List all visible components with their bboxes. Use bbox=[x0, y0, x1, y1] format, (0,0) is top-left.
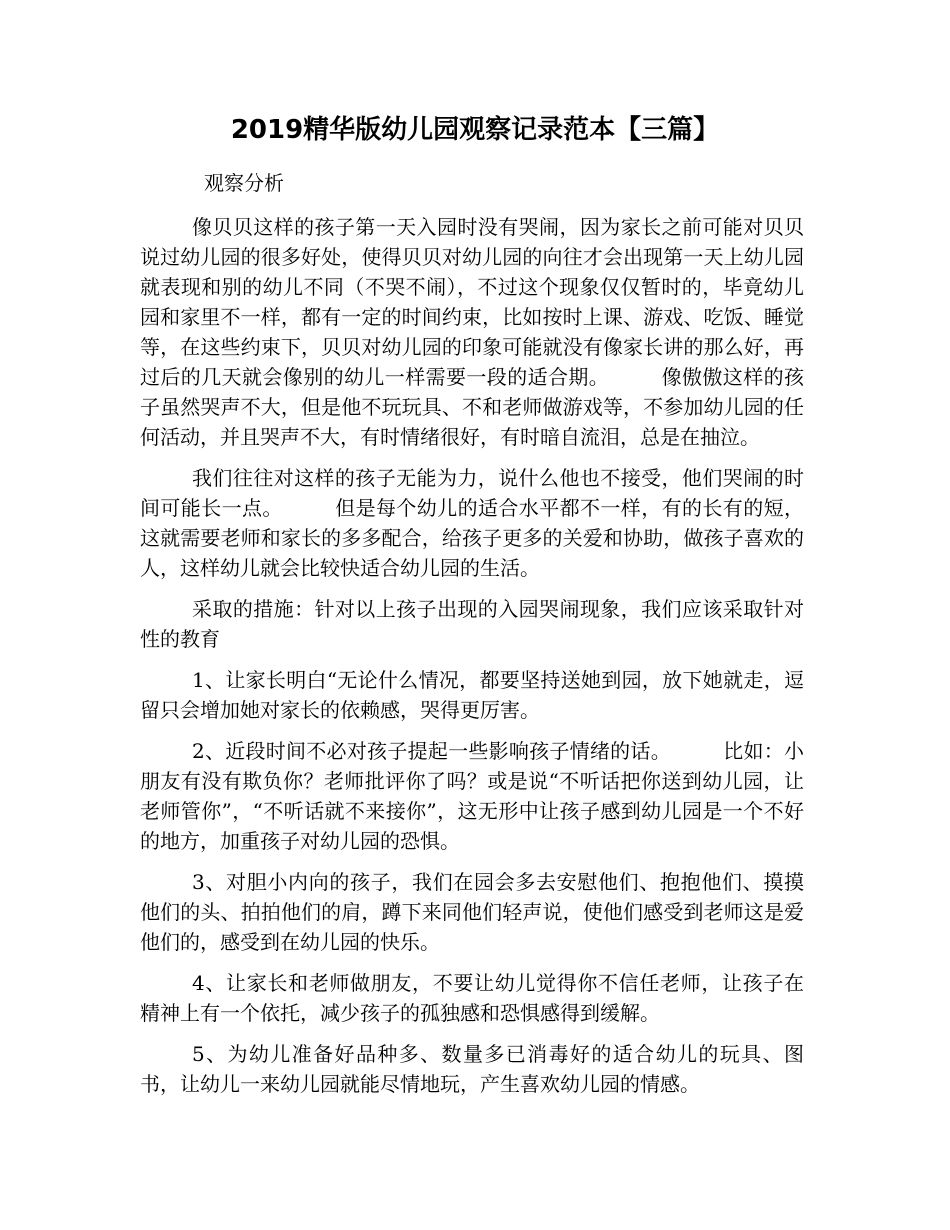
paragraph-measure-1: 1、让家长明白“无论什么情况，都要坚持送她到园，放下她就走，逗留只会增加她对家长的依赖感，哭得更厉害。 bbox=[140, 668, 804, 722]
paragraph-measure-5: 5、为幼儿准备好品种多、数量多已消毒好的适合幼儿的玩具、图书，让幼儿一来幼儿园就能尽情地玩，产生喜欢幼儿园的情感。 bbox=[140, 1042, 804, 1096]
paragraph-analysis-part-2: 像傲傲这样的孩子虽然哭声不大，但是他不玩玩具、不和老师做游戏等，不参加幼儿园的任何活动，并且哭声不大，有时情绪很好，有时暗自流泪，总是在抽泣。 bbox=[140, 365, 805, 449]
paragraph-measure-3: 3、对胆小内向的孩子，我们在园会多去安慰他们、抱抱他们、摸摸他们的头、拍拍他们的肩，蹲下来同他们轻声说，使他们感受到老师这是爱他们的，感受到在幼儿园的快乐。 bbox=[140, 870, 804, 954]
document-title: 2019精华版幼儿园观察记录范本【三篇】 bbox=[230, 115, 720, 145]
paragraph-measure-2-part-1: 2、近段时间不必对孩子提起一些影响孩子情绪的话。 bbox=[192, 739, 671, 763]
document-body bbox=[140, 168, 804, 1110]
paragraph-helpless bbox=[140, 463, 804, 583]
paragraph-helpless-part-1: 我们往往对这样的孩子无能为力，说什么他也不接受，他们哭闹的时间可能长一点。 bbox=[140, 466, 804, 520]
section-label: 观察分析 bbox=[204, 171, 284, 195]
paragraph-measures: 采取的措施：针对以上孩子出现的入园哭闹现象，我们应该采取针对性的教育 bbox=[140, 597, 804, 651]
paragraph-measure-4: 4、让家长和老师做朋友，不要让幼儿觉得你不信任老师，让孩子在精神上有一个依托，减少孩子的孤独感和恐惧感得到缓解。 bbox=[140, 971, 804, 1025]
paragraph-analysis bbox=[140, 212, 804, 452]
paragraph-analysis-part-1: 像贝贝这样的孩子第一天入园时没有哭闹，因为家长之前可能对贝贝说过幼儿园的很多好处，使得贝贝对幼儿园的向往才会出现第一天上幼儿园就表现和别的幼儿不同（不哭不闹），不过这个现象仅仅暂时的，毕竟幼儿园和家里不一样，都有一定的时间约束，比如按时上课、游戏、吃饭、睡觉等，在这些约束下，贝贝对幼儿园的印象可能就没有像家长讲的那么好，再过后的几天就会像别的幼儿一样需要一段的适合期。 bbox=[140, 215, 804, 389]
paragraph-measure-2 bbox=[140, 736, 804, 856]
paragraph-helpless-part-2: 但是每个幼儿的适合水平都不一样，有的长有的短，这就需要老师和家长的多多配合，给孩子更多的关爱和协助，做孩子喜欢的人，这样幼儿就会比较快适合幼儿园的生活。 bbox=[140, 496, 805, 580]
paragraph-measure-2-part-2: 比如：小朋友有没有欺负你？老师批评你了吗？或是说“不听话把你送到幼儿园，让老师管你”，“不听话就不来接你”，这无形中让孩子感到幼儿园是一个不好的地方，加重孩子对幼儿园的恐惧。 bbox=[140, 739, 804, 853]
